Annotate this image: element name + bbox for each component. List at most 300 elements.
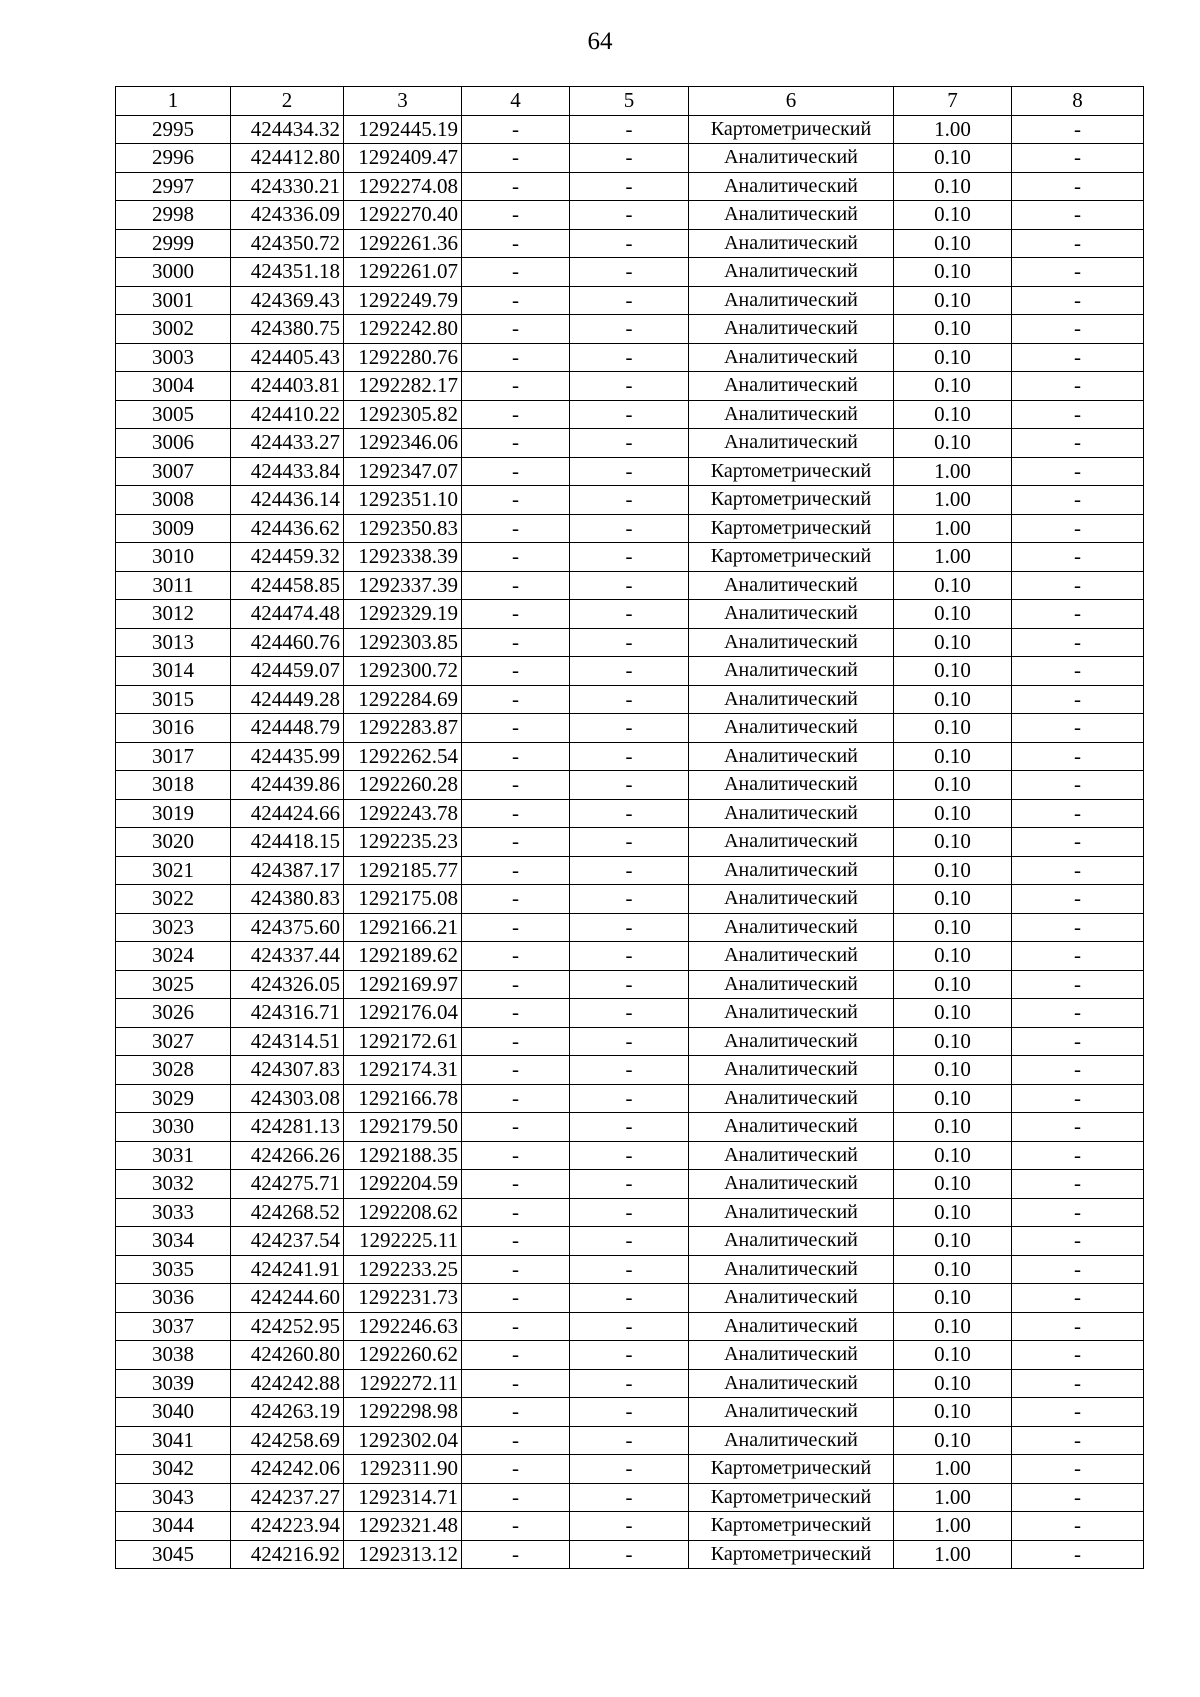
column-4-cell: -	[462, 913, 570, 942]
method-cell: Картометрический	[689, 1455, 894, 1484]
accuracy-cell: 1.00	[894, 1512, 1012, 1541]
method-cell: Аналитический	[689, 828, 894, 857]
accuracy-cell: 0.10	[894, 856, 1012, 885]
column-5-cell: -	[570, 429, 689, 458]
table-row	[116, 315, 1144, 344]
column-4-cell: -	[462, 429, 570, 458]
accuracy-cell: 0.10	[894, 1027, 1012, 1056]
x-coordinate-cell: 424307.83	[231, 1056, 344, 1085]
column-5-cell: -	[570, 343, 689, 372]
y-coordinate-cell: 1292321.48	[344, 1512, 462, 1541]
accuracy-cell: 0.10	[894, 315, 1012, 344]
x-coordinate-cell: 424403.81	[231, 372, 344, 401]
x-coordinate-cell: 424281.13	[231, 1113, 344, 1142]
column-5-cell: -	[570, 1141, 689, 1170]
method-cell: Аналитический	[689, 1170, 894, 1199]
column-8-cell: -	[1012, 799, 1144, 828]
table-row	[116, 172, 1144, 201]
accuracy-cell: 0.10	[894, 942, 1012, 971]
x-coordinate-cell: 424316.71	[231, 999, 344, 1028]
point-number-cell: 3028	[116, 1056, 231, 1085]
column-5-cell: -	[570, 714, 689, 743]
x-coordinate-cell: 424459.07	[231, 657, 344, 686]
accuracy-cell: 0.10	[894, 343, 1012, 372]
column-5-cell: -	[570, 229, 689, 258]
column-8-cell: -	[1012, 172, 1144, 201]
x-coordinate-cell: 424369.43	[231, 286, 344, 315]
table-row	[116, 1198, 1144, 1227]
point-number-cell: 3008	[116, 486, 231, 515]
column-8-cell: -	[1012, 343, 1144, 372]
page-number: 64	[587, 28, 613, 55]
x-coordinate-cell: 424436.62	[231, 514, 344, 543]
y-coordinate-cell: 1292298.98	[344, 1398, 462, 1427]
table-row	[116, 1255, 1144, 1284]
accuracy-cell: 0.10	[894, 913, 1012, 942]
column-4-cell: -	[462, 742, 570, 771]
x-coordinate-cell: 424436.14	[231, 486, 344, 515]
accuracy-cell: 1.00	[894, 543, 1012, 572]
y-coordinate-cell: 1292445.19	[344, 115, 462, 144]
accuracy-cell: 0.10	[894, 1227, 1012, 1256]
column-4-cell: -	[462, 828, 570, 857]
column-header: 2	[231, 87, 344, 116]
accuracy-cell: 0.10	[894, 1426, 1012, 1455]
accuracy-cell: 0.10	[894, 429, 1012, 458]
method-cell: Аналитический	[689, 1255, 894, 1284]
point-number-cell: 3030	[116, 1113, 231, 1142]
table-row	[116, 1084, 1144, 1113]
accuracy-cell: 0.10	[894, 628, 1012, 657]
column-8-cell: -	[1012, 1455, 1144, 1484]
column-8-cell: -	[1012, 1084, 1144, 1113]
point-number-cell: 3023	[116, 913, 231, 942]
y-coordinate-cell: 1292166.78	[344, 1084, 462, 1113]
column-5-cell: -	[570, 571, 689, 600]
column-8-cell: -	[1012, 1284, 1144, 1313]
y-coordinate-cell: 1292313.12	[344, 1540, 462, 1569]
method-cell: Картометрический	[689, 457, 894, 486]
column-4-cell: -	[462, 258, 570, 287]
column-4-cell: -	[462, 1455, 570, 1484]
table-row	[116, 429, 1144, 458]
point-number-cell: 3022	[116, 885, 231, 914]
x-coordinate-cell: 424380.75	[231, 315, 344, 344]
column-4-cell: -	[462, 799, 570, 828]
y-coordinate-cell: 1292261.07	[344, 258, 462, 287]
table-row	[116, 1369, 1144, 1398]
x-coordinate-cell: 424237.27	[231, 1483, 344, 1512]
point-number-cell: 3044	[116, 1512, 231, 1541]
table-row	[116, 286, 1144, 315]
x-coordinate-cell: 424223.94	[231, 1512, 344, 1541]
x-coordinate-cell: 424330.21	[231, 172, 344, 201]
column-5-cell: -	[570, 1170, 689, 1199]
point-number-cell: 3010	[116, 543, 231, 572]
column-8-cell: -	[1012, 543, 1144, 572]
x-coordinate-cell: 424460.76	[231, 628, 344, 657]
method-cell: Аналитический	[689, 1084, 894, 1113]
column-4-cell: -	[462, 1227, 570, 1256]
column-header: 4	[462, 87, 570, 116]
x-coordinate-cell: 424435.99	[231, 742, 344, 771]
y-coordinate-cell: 1292314.71	[344, 1483, 462, 1512]
table-row	[116, 144, 1144, 173]
point-number-cell: 3020	[116, 828, 231, 857]
table-row	[116, 970, 1144, 999]
x-coordinate-cell: 424387.17	[231, 856, 344, 885]
accuracy-cell: 1.00	[894, 457, 1012, 486]
column-5-cell: -	[570, 1056, 689, 1085]
column-4-cell: -	[462, 514, 570, 543]
method-cell: Аналитический	[689, 201, 894, 230]
table-row	[116, 685, 1144, 714]
column-5-cell: -	[570, 457, 689, 486]
x-coordinate-cell: 424216.92	[231, 1540, 344, 1569]
accuracy-cell: 0.10	[894, 201, 1012, 230]
column-5-cell: -	[570, 771, 689, 800]
point-number-cell: 3016	[116, 714, 231, 743]
method-cell: Аналитический	[689, 1027, 894, 1056]
column-8-cell: -	[1012, 258, 1144, 287]
column-8-cell: -	[1012, 856, 1144, 885]
method-cell: Аналитический	[689, 856, 894, 885]
accuracy-cell: 0.10	[894, 571, 1012, 600]
method-cell: Аналитический	[689, 1056, 894, 1085]
point-number-cell: 3011	[116, 571, 231, 600]
x-coordinate-cell: 424448.79	[231, 714, 344, 743]
point-number-cell: 3032	[116, 1170, 231, 1199]
y-coordinate-cell: 1292179.50	[344, 1113, 462, 1142]
column-header: 8	[1012, 87, 1144, 116]
y-coordinate-cell: 1292242.80	[344, 315, 462, 344]
method-cell: Аналитический	[689, 571, 894, 600]
accuracy-cell: 0.10	[894, 1170, 1012, 1199]
column-5-cell: -	[570, 514, 689, 543]
column-8-cell: -	[1012, 1027, 1144, 1056]
column-5-cell: -	[570, 685, 689, 714]
point-number-cell: 3027	[116, 1027, 231, 1056]
column-5-cell: -	[570, 600, 689, 629]
y-coordinate-cell: 1292188.35	[344, 1141, 462, 1170]
column-8-cell: -	[1012, 115, 1144, 144]
column-8-cell: -	[1012, 315, 1144, 344]
point-number-cell: 3024	[116, 942, 231, 971]
accuracy-cell: 0.10	[894, 970, 1012, 999]
accuracy-cell: 0.10	[894, 229, 1012, 258]
column-8-cell: -	[1012, 913, 1144, 942]
table-row	[116, 571, 1144, 600]
x-coordinate-cell: 424410.22	[231, 400, 344, 429]
method-cell: Аналитический	[689, 999, 894, 1028]
column-4-cell: -	[462, 286, 570, 315]
method-cell: Аналитический	[689, 685, 894, 714]
accuracy-cell: 1.00	[894, 1540, 1012, 1569]
x-coordinate-cell: 424275.71	[231, 1170, 344, 1199]
column-5-cell: -	[570, 1455, 689, 1484]
column-4-cell: -	[462, 1113, 570, 1142]
x-coordinate-cell: 424459.32	[231, 543, 344, 572]
y-coordinate-cell: 1292262.54	[344, 742, 462, 771]
x-coordinate-cell: 424433.27	[231, 429, 344, 458]
table-row	[116, 600, 1144, 629]
table-row	[116, 828, 1144, 857]
column-4-cell: -	[462, 657, 570, 686]
column-5-cell: -	[570, 1341, 689, 1370]
y-coordinate-cell: 1292409.47	[344, 144, 462, 173]
column-5-cell: -	[570, 486, 689, 515]
method-cell: Аналитический	[689, 628, 894, 657]
column-8-cell: -	[1012, 514, 1144, 543]
y-coordinate-cell: 1292300.72	[344, 657, 462, 686]
point-number-cell: 3041	[116, 1426, 231, 1455]
method-cell: Картометрический	[689, 115, 894, 144]
column-4-cell: -	[462, 1426, 570, 1455]
column-4-cell: -	[462, 201, 570, 230]
point-number-cell: 3043	[116, 1483, 231, 1512]
column-4-cell: -	[462, 1341, 570, 1370]
x-coordinate-cell: 424418.15	[231, 828, 344, 857]
accuracy-cell: 1.00	[894, 486, 1012, 515]
table-row	[116, 657, 1144, 686]
x-coordinate-cell: 424424.66	[231, 799, 344, 828]
column-5-cell: -	[570, 657, 689, 686]
column-5-cell: -	[570, 543, 689, 572]
point-number-cell: 3033	[116, 1198, 231, 1227]
table-row	[116, 1483, 1144, 1512]
table-header-row	[116, 87, 1144, 116]
column-8-cell: -	[1012, 201, 1144, 230]
table-row	[116, 229, 1144, 258]
column-8-cell: -	[1012, 486, 1144, 515]
column-4-cell: -	[462, 1027, 570, 1056]
x-coordinate-cell: 424449.28	[231, 685, 344, 714]
table-row	[116, 1113, 1144, 1142]
accuracy-cell: 0.10	[894, 1141, 1012, 1170]
column-5-cell: -	[570, 742, 689, 771]
accuracy-cell: 0.10	[894, 1198, 1012, 1227]
y-coordinate-cell: 1292208.62	[344, 1198, 462, 1227]
y-coordinate-cell: 1292260.62	[344, 1341, 462, 1370]
point-number-cell: 2999	[116, 229, 231, 258]
accuracy-cell: 0.10	[894, 1113, 1012, 1142]
table-body	[116, 115, 1144, 1569]
accuracy-cell: 0.10	[894, 657, 1012, 686]
table-row	[116, 1141, 1144, 1170]
column-5-cell: -	[570, 201, 689, 230]
column-8-cell: -	[1012, 828, 1144, 857]
y-coordinate-cell: 1292225.11	[344, 1227, 462, 1256]
accuracy-cell: 0.10	[894, 600, 1012, 629]
x-coordinate-cell: 424336.09	[231, 201, 344, 230]
x-coordinate-cell: 424326.05	[231, 970, 344, 999]
column-4-cell: -	[462, 372, 570, 401]
method-cell: Картометрический	[689, 1483, 894, 1512]
y-coordinate-cell: 1292302.04	[344, 1426, 462, 1455]
method-cell: Аналитический	[689, 942, 894, 971]
method-cell: Аналитический	[689, 1341, 894, 1370]
point-number-cell: 3014	[116, 657, 231, 686]
point-number-cell: 3009	[116, 514, 231, 543]
column-4-cell: -	[462, 1084, 570, 1113]
y-coordinate-cell: 1292231.73	[344, 1284, 462, 1313]
column-5-cell: -	[570, 315, 689, 344]
column-4-cell: -	[462, 1369, 570, 1398]
method-cell: Аналитический	[689, 258, 894, 287]
x-coordinate-cell: 424266.26	[231, 1141, 344, 1170]
column-8-cell: -	[1012, 1312, 1144, 1341]
table-row	[116, 343, 1144, 372]
column-5-cell: -	[570, 885, 689, 914]
y-coordinate-cell: 1292284.69	[344, 685, 462, 714]
y-coordinate-cell: 1292185.77	[344, 856, 462, 885]
column-8-cell: -	[1012, 1369, 1144, 1398]
column-5-cell: -	[570, 1426, 689, 1455]
column-header: 7	[894, 87, 1012, 116]
column-8-cell: -	[1012, 286, 1144, 315]
column-4-cell: -	[462, 771, 570, 800]
point-number-cell: 3004	[116, 372, 231, 401]
column-8-cell: -	[1012, 144, 1144, 173]
column-4-cell: -	[462, 1141, 570, 1170]
table-row	[116, 372, 1144, 401]
accuracy-cell: 0.10	[894, 828, 1012, 857]
accuracy-cell: 1.00	[894, 115, 1012, 144]
y-coordinate-cell: 1292351.10	[344, 486, 462, 515]
column-8-cell: -	[1012, 457, 1144, 486]
column-4-cell: -	[462, 1284, 570, 1313]
column-4-cell: -	[462, 457, 570, 486]
x-coordinate-cell: 424474.48	[231, 600, 344, 629]
table-row	[116, 1056, 1144, 1085]
column-4-cell: -	[462, 1056, 570, 1085]
accuracy-cell: 0.10	[894, 172, 1012, 201]
method-cell: Аналитический	[689, 799, 894, 828]
y-coordinate-cell: 1292261.36	[344, 229, 462, 258]
table-row	[116, 1540, 1144, 1569]
point-number-cell: 3036	[116, 1284, 231, 1313]
column-5-cell: -	[570, 1113, 689, 1142]
column-5-cell: -	[570, 1198, 689, 1227]
column-5-cell: -	[570, 1398, 689, 1427]
column-8-cell: -	[1012, 942, 1144, 971]
table-row	[116, 1170, 1144, 1199]
table-row	[116, 714, 1144, 743]
column-8-cell: -	[1012, 1198, 1144, 1227]
x-coordinate-cell: 424351.18	[231, 258, 344, 287]
accuracy-cell: 0.10	[894, 742, 1012, 771]
point-number-cell: 3035	[116, 1255, 231, 1284]
x-coordinate-cell: 424434.32	[231, 115, 344, 144]
point-number-cell: 3015	[116, 685, 231, 714]
column-5-cell: -	[570, 115, 689, 144]
accuracy-cell: 1.00	[894, 1455, 1012, 1484]
y-coordinate-cell: 1292337.39	[344, 571, 462, 600]
accuracy-cell: 0.10	[894, 372, 1012, 401]
column-5-cell: -	[570, 1284, 689, 1313]
column-header: 3	[344, 87, 462, 116]
accuracy-cell: 0.10	[894, 1398, 1012, 1427]
point-number-cell: 3005	[116, 400, 231, 429]
method-cell: Аналитический	[689, 885, 894, 914]
accuracy-cell: 0.10	[894, 1284, 1012, 1313]
column-8-cell: -	[1012, 628, 1144, 657]
table-row	[116, 115, 1144, 144]
method-cell: Аналитический	[689, 429, 894, 458]
y-coordinate-cell: 1292346.06	[344, 429, 462, 458]
x-coordinate-cell: 424237.54	[231, 1227, 344, 1256]
point-number-cell: 3021	[116, 856, 231, 885]
column-8-cell: -	[1012, 714, 1144, 743]
y-coordinate-cell: 1292280.76	[344, 343, 462, 372]
accuracy-cell: 0.10	[894, 144, 1012, 173]
column-4-cell: -	[462, 144, 570, 173]
table-row	[116, 799, 1144, 828]
x-coordinate-cell: 424242.06	[231, 1455, 344, 1484]
accuracy-cell: 0.10	[894, 286, 1012, 315]
y-coordinate-cell: 1292169.97	[344, 970, 462, 999]
accuracy-cell: 0.10	[894, 1255, 1012, 1284]
point-number-cell: 3017	[116, 742, 231, 771]
method-cell: Аналитический	[689, 1284, 894, 1313]
column-4-cell: -	[462, 571, 570, 600]
column-4-cell: -	[462, 343, 570, 372]
y-coordinate-cell: 1292272.11	[344, 1369, 462, 1398]
method-cell: Аналитический	[689, 372, 894, 401]
method-cell: Картометрический	[689, 486, 894, 515]
column-5-cell: -	[570, 1369, 689, 1398]
column-4-cell: -	[462, 1198, 570, 1227]
method-cell: Аналитический	[689, 1312, 894, 1341]
table-row	[116, 1227, 1144, 1256]
table-row	[116, 1284, 1144, 1313]
table-row	[116, 1398, 1144, 1427]
point-number-cell: 3025	[116, 970, 231, 999]
coordinates-table	[115, 86, 1144, 1569]
method-cell: Аналитический	[689, 286, 894, 315]
y-coordinate-cell: 1292283.87	[344, 714, 462, 743]
column-5-cell: -	[570, 1512, 689, 1541]
x-coordinate-cell: 424433.84	[231, 457, 344, 486]
point-number-cell: 3037	[116, 1312, 231, 1341]
column-8-cell: -	[1012, 1170, 1144, 1199]
accuracy-cell: 0.10	[894, 714, 1012, 743]
accuracy-cell: 0.10	[894, 885, 1012, 914]
column-8-cell: -	[1012, 372, 1144, 401]
point-number-cell: 3000	[116, 258, 231, 287]
x-coordinate-cell: 424263.19	[231, 1398, 344, 1427]
column-5-cell: -	[570, 400, 689, 429]
point-number-cell: 3003	[116, 343, 231, 372]
point-number-cell: 3029	[116, 1084, 231, 1113]
column-5-cell: -	[570, 999, 689, 1028]
point-number-cell: 3019	[116, 799, 231, 828]
column-8-cell: -	[1012, 1483, 1144, 1512]
method-cell: Аналитический	[689, 1398, 894, 1427]
table-row	[116, 400, 1144, 429]
column-4-cell: -	[462, 1512, 570, 1541]
point-number-cell: 3038	[116, 1341, 231, 1370]
method-cell: Аналитический	[689, 1227, 894, 1256]
table-row	[116, 742, 1144, 771]
column-8-cell: -	[1012, 1540, 1144, 1569]
y-coordinate-cell: 1292235.23	[344, 828, 462, 857]
column-4-cell: -	[462, 970, 570, 999]
y-coordinate-cell: 1292347.07	[344, 457, 462, 486]
y-coordinate-cell: 1292274.08	[344, 172, 462, 201]
x-coordinate-cell: 424268.52	[231, 1198, 344, 1227]
column-8-cell: -	[1012, 970, 1144, 999]
